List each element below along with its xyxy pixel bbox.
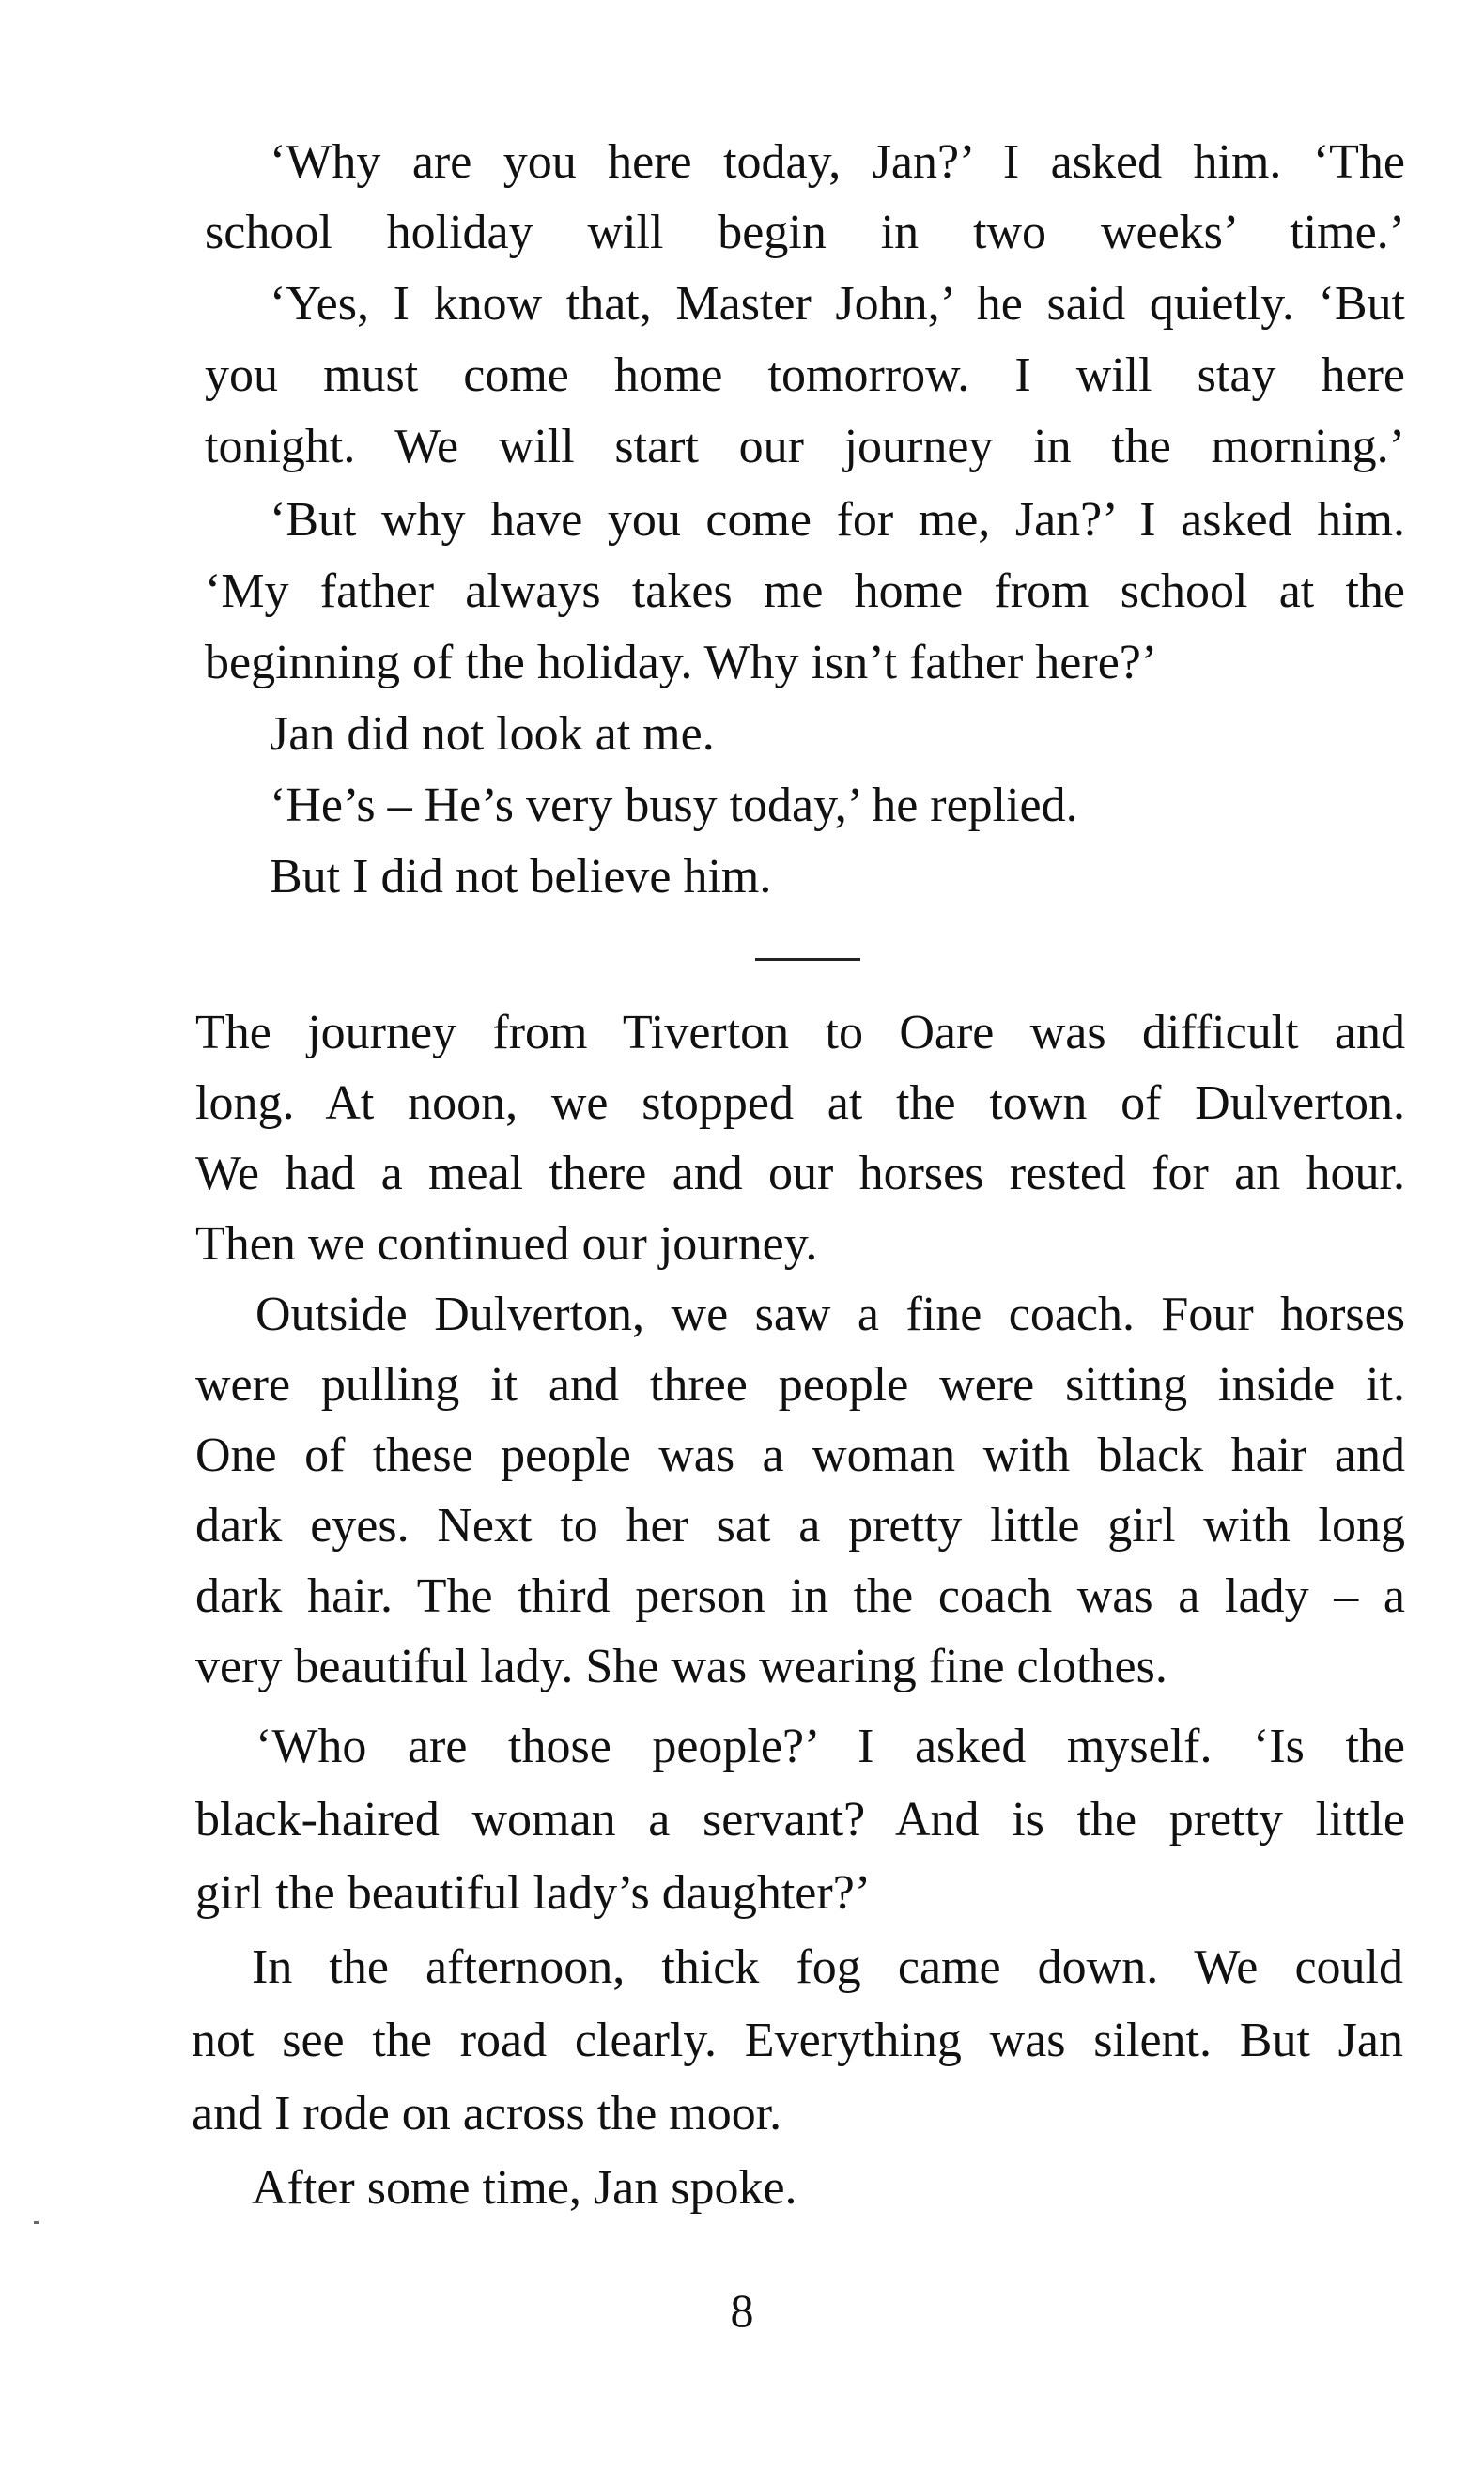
text-line: ‘Yes, I know that, Master John,’ he said quietly. ‘But <box>270 277 1405 331</box>
text-line: you must come home tomorrow. I will stay here <box>205 348 1405 402</box>
text-line: Then we continued our journey. <box>195 1217 818 1271</box>
text-line: ‘He’s – He’s very busy today,’ he replied. <box>270 779 1078 832</box>
scan-speck <box>34 2221 39 2224</box>
text-line: We had a meal there and our horses rested for an hour. <box>195 1147 1405 1200</box>
text-line: long. At noon, we stopped at the town of Dulverton. <box>195 1076 1405 1130</box>
text-line: After some time, Jan spoke. <box>252 2161 797 2215</box>
text-line: But I did not believe him. <box>270 850 772 904</box>
text-line: One of these people was a woman with black hair and <box>195 1429 1405 1482</box>
text-line: The journey from Tiverton to Oare was difficult and <box>195 1006 1405 1059</box>
text-line: not see the road clearly. Everything was silent. But Jan <box>192 2014 1403 2067</box>
text-line: and I rode on across the moor. <box>192 2087 782 2140</box>
text-line: ‘Who are those people?’ I asked myself. ‘Is the <box>255 1720 1405 1773</box>
text-line: ‘Why are you here today, Jan?’ I asked him. ‘The <box>270 135 1405 189</box>
text-line: black-haired woman a servant? And is the pretty little <box>195 1793 1405 1846</box>
text-line: were pulling it and three people were sitting inside it. <box>195 1358 1405 1412</box>
section-divider <box>755 958 860 961</box>
text-line: very beautiful lady. She was wearing fine clothes. <box>195 1640 1167 1693</box>
text-line: In the afternoon, thick fog came down. We could <box>252 1940 1403 1994</box>
text-line: beginning of the holiday. Why isn’t father here?’ <box>205 636 1158 689</box>
text-line: ‘But why have you come for me, Jan?’ I asked him. <box>270 493 1405 547</box>
text-line: school holiday will begin in two weeks’ time.’ <box>205 206 1405 259</box>
text-line: Outside Dulverton, we saw a fine coach. Four horses <box>255 1288 1405 1341</box>
text-line: tonight. We will start our journey in the morning.’ <box>205 420 1405 473</box>
text-line: Jan did not look at me. <box>270 707 715 761</box>
text-line: dark hair. The third person in the coach was a lady – a <box>195 1569 1405 1623</box>
text-line: girl the beautiful lady’s daughter?’ <box>195 1866 872 1920</box>
page-number: 8 <box>730 2284 754 2337</box>
text-line: dark eyes. Next to her sat a pretty little girl with long <box>195 1499 1405 1553</box>
text-line: ‘My father always takes me home from school at the <box>205 564 1405 618</box>
